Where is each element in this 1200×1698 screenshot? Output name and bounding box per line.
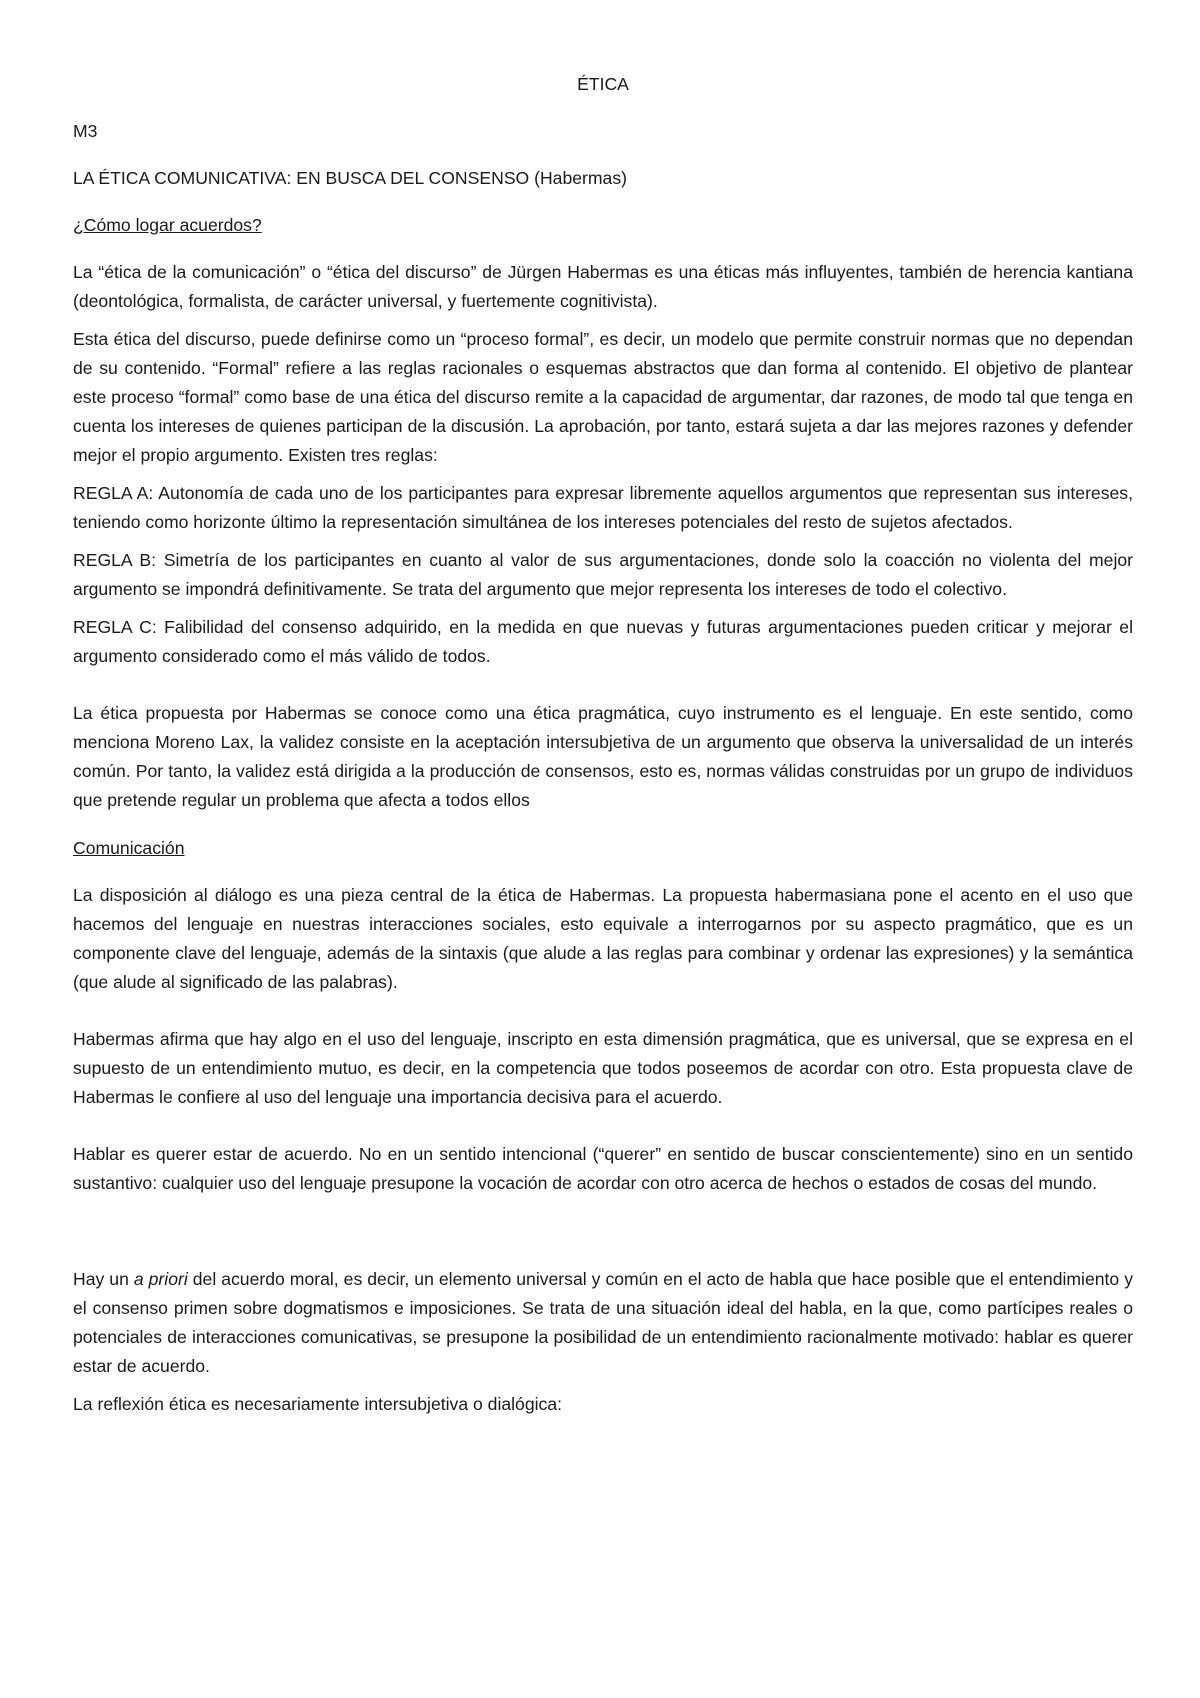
paragraph-intersubjective: La reflexión ética es necesariamente intersubjetiva o dialógica: <box>73 1394 562 1414</box>
rule-b: REGLA B: Simetría de los participantes en cuanto al valor de sus argumentaciones, donde solo la coacción no violenta del mejor argumento se impondrá definitivamente. Se trata del argumento que mejor representa los intereses de todo el colectivo. <box>73 550 1133 599</box>
question-subheading: ¿Cómo logar acuerdos? <box>73 215 262 235</box>
paragraph-pragmatic-ethics: La ética propuesta por Habermas se conoce como una ética pragmática, cuyo instrumento es el lenguaje. En este sentido, como menciona Moreno Lax, la validez consiste en la aceptación intersubjetiva de un argumento que observa la universalidad de un interés común. Por tanto, la validez está dirigida a la producción de consensos, esto es, normas válidas construidas por un grupo de individuos que pretende regular un problema que afecta a todos ellos <box>73 703 1133 810</box>
a-priori-start: Hay un <box>73 1269 134 1289</box>
rule-c: REGLA C: Falibilidad del consenso adquirido, en la medida en que nuevas y futuras argumentaciones pueden criticar y mejorar el argumento considerado como el más válido de todos. <box>73 617 1133 666</box>
a-priori-rest: del acuerdo moral, es decir, un elemento universal y común en el acto de habla que hace posible que el entendimiento y el consenso primen sobre dogmatismos e imposiciones. Se trata de una situación ideal del habla, en la que, como partícipes reales o potenciales de interacciones comunicativas, se presupone la posibilidad de un entendimiento racionalmente motivado: hablar es querer estar de acuerdo. <box>73 1269 1133 1376</box>
paragraph-intro: La “ética de la comunicación” o “ética del discurso” de Jürgen Habermas es una éticas más influyentes, también de herencia kantiana (deontológica, formalista, de carácter universal, y fuertemente cognitivista). <box>73 262 1133 311</box>
document-page <box>73 70 1133 1428</box>
document-title: ÉTICA <box>577 74 629 94</box>
paragraph-universal-language: Habermas afirma que hay algo en el uso del lenguaje, inscripto en esta dimensión pragmática, que es universal, que se expresa en el supuesto de un entendimiento mutuo, es decir, en la competencia que todos poseemos de acordar con otro. Esta propuesta clave de Habermas le confiere al uso del lenguaje una importancia decisiva para el acuerdo. <box>73 1029 1133 1107</box>
rule-a: REGLA A: Autonomía de cada uno de los participantes para expresar libremente aquellos argumentos que representan sus intereses, teniendo como horizonte último la representación simultánea de los intereses potenciales del resto de sujetos afectados. <box>73 483 1133 532</box>
paragraph-dialogue: La disposición al diálogo es una pieza central de la ética de Habermas. La propuesta habermasiana pone el acento en el uso que hacemos del lenguaje en nuestras interacciones sociales, esto equivale a interrogarnos por su aspecto pragmático, que es un componente clave del lenguaje, además de la sintaxis (que alude a las reglas para combinar y ordenar las expresiones) y la semántica (que alude al significado de las palabras). <box>73 885 1133 992</box>
paragraph-speaking-agreement: Hablar es querer estar de acuerdo. No en un sentido intencional (“querer” en sentido de buscar conscientemente) sino en un sentido sustantivo: cualquier uso del lenguaje presupone la vocación de acordar con otro acerca de hechos o estados de cosas del mundo. <box>73 1144 1133 1193</box>
paragraph-formal-process: Esta ética del discurso, puede definirse como un “proceso formal”, es decir, un modelo que permite construir normas que no dependan de su contenido. “Formal” refiere a las reglas racionales o esquemas abstractos que dan forma al contenido. El objetivo de plantear este proceso “formal” como base de una ética del discurso remite a la capacidad de argumentar, dar razones, de modo tal que tenga en cuenta los intereses de quienes participan de la discusión. La aprobación, por tanto, estará sujeta a dar las mejores razones y defender mejor el propio argumento. Existen tres reglas: <box>73 329 1133 465</box>
module-label: M3 <box>73 121 98 141</box>
section-heading: LA ÉTICA COMUNICATIVA: EN BUSCA DEL CONSENSO (Habermas) <box>73 168 627 188</box>
a-priori-italic: a priori <box>133 1269 188 1289</box>
paragraph-a-priori <box>73 1265 1133 1381</box>
section-comunicacion: Comunicación <box>73 838 185 858</box>
